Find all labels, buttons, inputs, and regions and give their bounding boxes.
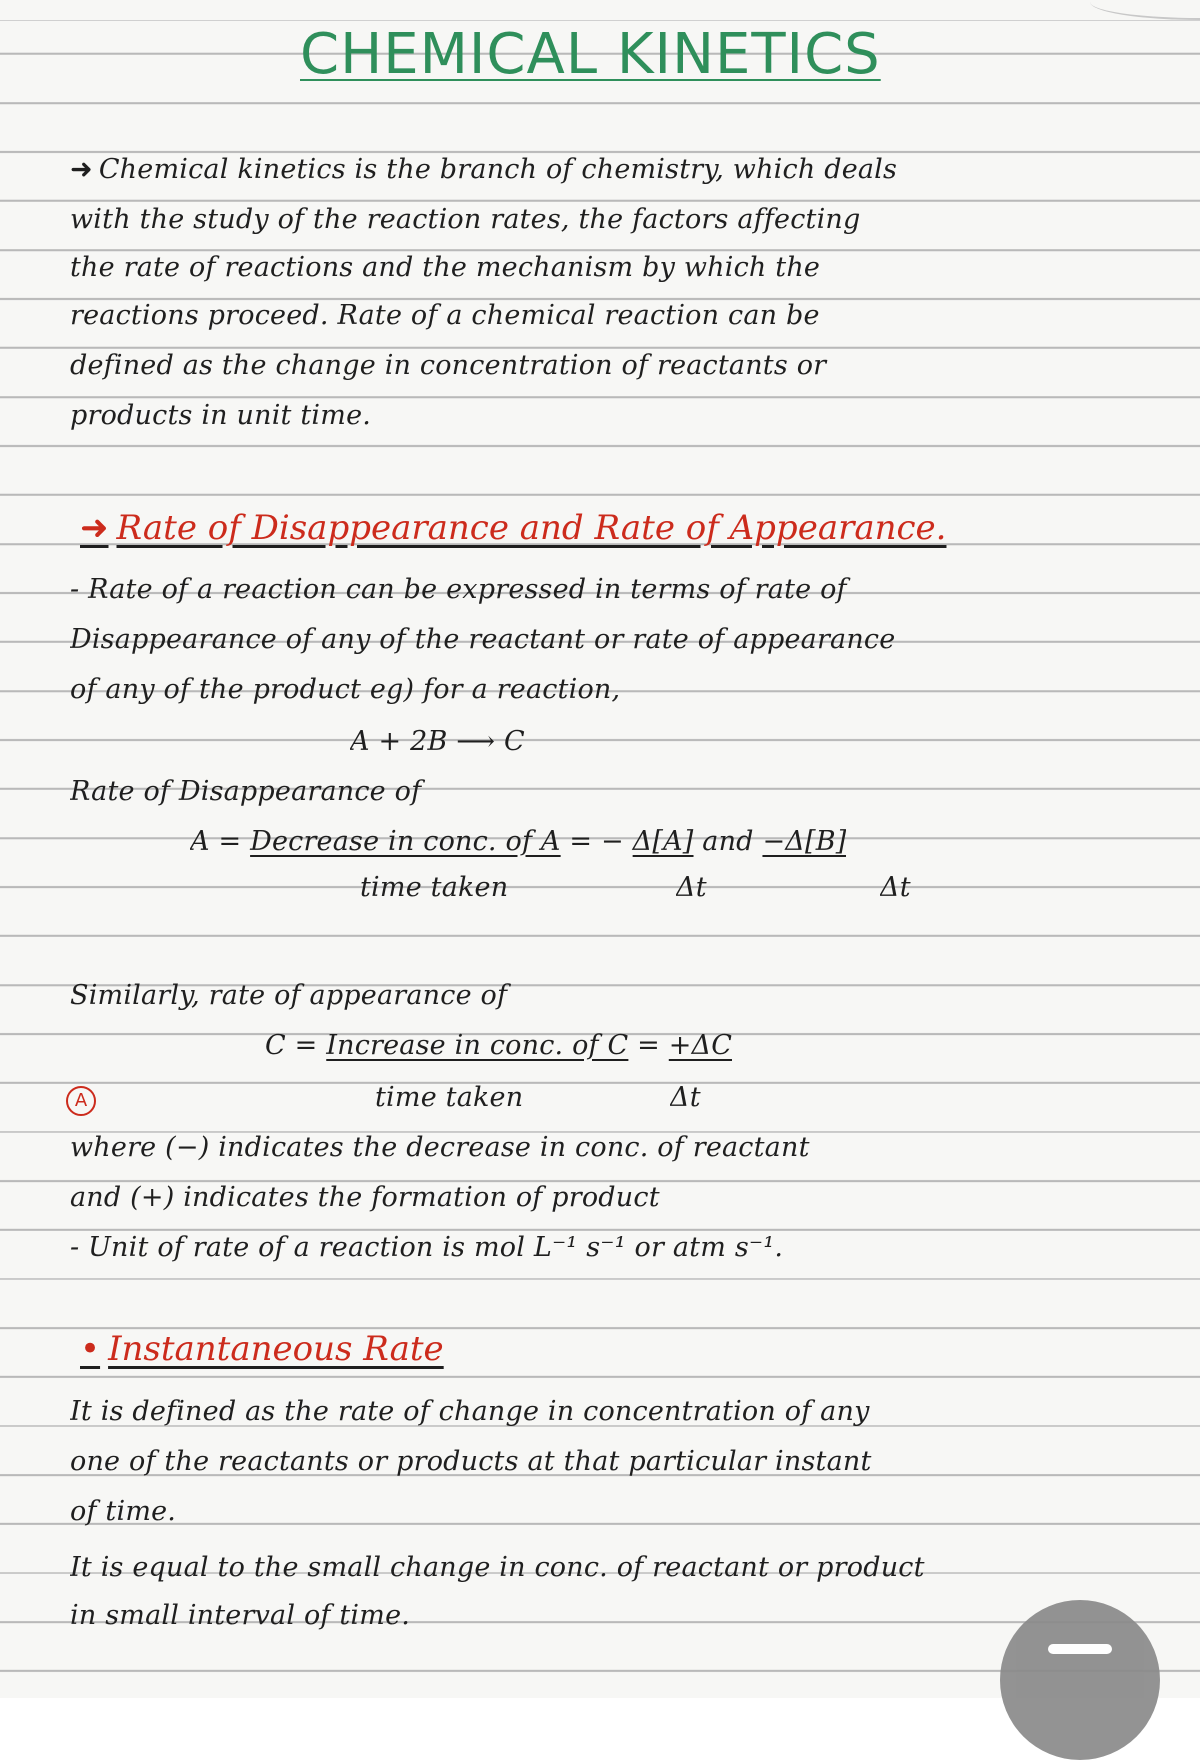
disappearance-denominator: time taken bbox=[360, 872, 509, 903]
formula-equals: = − bbox=[560, 826, 633, 857]
arrow-icon: ➜ bbox=[70, 154, 93, 185]
scroll-up-icon bbox=[1048, 1644, 1112, 1654]
section2-line-3: of time. bbox=[70, 1496, 177, 1527]
delta-a: Δ[A] bbox=[632, 826, 694, 857]
section1-line-1: - Rate of a reaction can be expressed in terms of rate of bbox=[70, 574, 847, 605]
appearance-numerator: Increase in conc. of C bbox=[326, 1030, 629, 1061]
section1-line-3: of any of the product eg) for a reaction, bbox=[70, 674, 621, 705]
formula-lhs: A = bbox=[190, 826, 251, 857]
appearance-intro: Similarly, rate of appearance of bbox=[70, 980, 508, 1011]
appearance-lhs: C = bbox=[265, 1030, 327, 1061]
intro-line-4: reactions proceed. Rate of a chemical reaction can be bbox=[70, 300, 820, 331]
circled-a-mark: A bbox=[66, 1086, 96, 1116]
reaction-equation: A + 2B ⟶ C bbox=[350, 726, 525, 757]
section2-line-5: in small interval of time. bbox=[70, 1600, 411, 1631]
section1-line-2: Disappearance of any of the reactant or rate of appearance bbox=[70, 624, 896, 655]
intro-line-6: products in unit time. bbox=[70, 400, 372, 431]
formula-and: and bbox=[693, 826, 763, 857]
appearance-equals: = bbox=[628, 1030, 669, 1061]
bullet-icon: • bbox=[80, 1329, 101, 1369]
note-line-1: where (−) indicates the decrease in conc. of reactant bbox=[70, 1132, 810, 1163]
disappearance-intro: Rate of Disappearance of bbox=[70, 776, 422, 807]
section2-line-2: one of the reactants or products at that particular instant bbox=[70, 1446, 872, 1477]
intro-line-5: defined as the change in concentration of reactants or bbox=[70, 350, 827, 381]
page-title: CHEMICAL KINETICS bbox=[300, 22, 881, 87]
section2-line-4: It is equal to the small change in conc. of reactant or product bbox=[70, 1552, 925, 1583]
red-arrow-icon: ➜ bbox=[80, 508, 109, 548]
note-line-2: and (+) indicates the formation of product bbox=[70, 1182, 660, 1213]
appearance-denominator: time taken bbox=[375, 1082, 524, 1113]
section-heading-instantaneous-text: Instantaneous Rate bbox=[108, 1329, 444, 1369]
formula-numerator: Decrease in conc. of A bbox=[250, 826, 561, 857]
note-line-3: - Unit of rate of a reaction is mol L⁻¹ s⁻¹ or atm s⁻¹. bbox=[70, 1232, 784, 1263]
scroll-to-top-button[interactable] bbox=[1000, 1600, 1160, 1760]
disappearance-dt-1: Δt bbox=[676, 872, 707, 903]
disappearance-dt-2: Δt bbox=[880, 872, 911, 903]
disappearance-formula bbox=[190, 822, 846, 862]
section-heading-rates bbox=[80, 505, 946, 551]
delta-c: +ΔC bbox=[668, 1030, 733, 1061]
intro-line-2: with the study of the reaction rates, the factors affecting bbox=[70, 204, 861, 235]
appearance-dt: Δt bbox=[670, 1082, 701, 1113]
section2-line-1: It is defined as the rate of change in concentration of any bbox=[70, 1396, 870, 1427]
intro-text-1: Chemical kinetics is the branch of chemistry, which deals bbox=[98, 154, 898, 185]
appearance-formula bbox=[265, 1026, 732, 1066]
intro-line-1 bbox=[70, 150, 1160, 190]
section-heading-rates-text: Rate of Disappearance and Rate of Appearance. bbox=[116, 508, 947, 548]
intro-line-3: the rate of reactions and the mechanism by which the bbox=[70, 252, 821, 283]
section-heading-instantaneous bbox=[80, 1326, 444, 1372]
delta-b: −Δ[B] bbox=[762, 826, 847, 857]
